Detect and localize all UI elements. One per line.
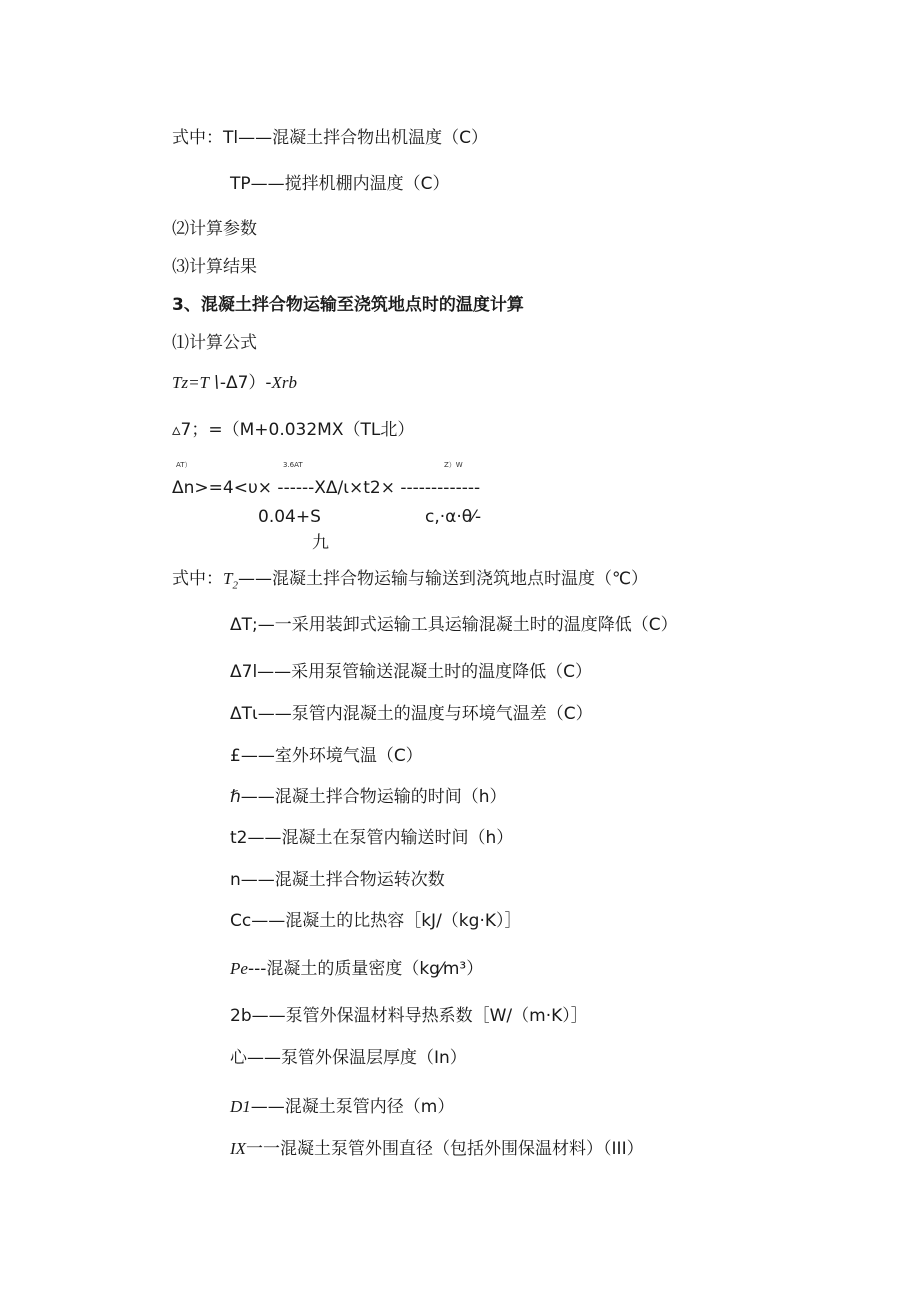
- definition-xin: 心——泵管外保温层厚度（In）: [230, 1048, 467, 1068]
- definition-8: Cc——混凝土的比热容［kJ/（kg·K）］: [230, 911, 522, 931]
- section-heading: 3、混凝土拌合物运输至浇筑地点时的温度计算: [172, 295, 524, 315]
- definition-pe: [230, 958, 483, 980]
- definition-d1: [230, 1096, 454, 1118]
- where-var: T: [223, 569, 233, 588]
- formula-3-denominator-c: 九: [312, 533, 329, 553]
- where-label: 式中：: [172, 128, 223, 148]
- formula-1-italic: Tz=T∖: [172, 373, 220, 392]
- definition-1: ΔT;—一采用装卸式运输工具运输混凝土时的温度降低（C）: [230, 615, 678, 635]
- definition-5: ℏ——混凝土拌合物运输的时间（h）: [230, 787, 507, 807]
- formula-1: [172, 372, 297, 394]
- definition-ix-var: IX: [230, 1139, 247, 1158]
- definition-pe-desc: ---混凝土的质量密度（kg⁄m³）: [247, 959, 484, 979]
- formula-1-rest: -Δ7）-: [219, 373, 272, 393]
- formula-2: ▵7；=（M+0.032MX（TL北）: [172, 420, 415, 440]
- formula-3: Δn>=4<υ× ------XΔ/ι×t2× -------------: [172, 478, 481, 498]
- definition-7: n——混凝土拌合物运转次数: [230, 870, 445, 890]
- definition-tp: TP——搅拌机棚内温度（C）: [230, 174, 450, 194]
- definition-d1-var: D1: [230, 1097, 251, 1116]
- where-line-2: [172, 568, 648, 596]
- definition-2: Δ7l——采用泵管输送混凝土时的温度降低（C）: [230, 662, 593, 682]
- formula-3-small-label-a: AT）: [176, 461, 192, 469]
- definition-tl: Tl——混凝土拌合物出机温度（C）: [223, 128, 488, 148]
- formula-3-small-label-c: Z）W: [444, 461, 463, 469]
- definition-4: £——室外环境气温（C）: [230, 746, 423, 766]
- formula-3-denominator-a: 0.04+S: [258, 507, 321, 527]
- definition-3: ΔTι——泵管内混凝土的温度与环境气温差（C）: [230, 704, 593, 724]
- definition-ix-desc: 一一混凝土泵管外围直径（包括外围保温材料）（III）: [246, 1139, 644, 1159]
- where-description: ——混凝土拌合物运输与输送到浇筑地点时温度（℃）: [237, 569, 649, 589]
- where-label-2: 式中：: [172, 569, 223, 589]
- definition-pe-var: Pe: [230, 959, 248, 978]
- item-calc-formula: ⑴计算公式: [172, 333, 257, 353]
- definition-ix: [230, 1138, 644, 1160]
- formula-1-tail: Xrb: [271, 373, 298, 392]
- definition-2b: 2b——泵管外保温材料导热系数［W/（m·K）］: [230, 1006, 588, 1026]
- formula-3-denominator-b: c,·α·θ⁄-: [425, 507, 482, 527]
- item-calc-results: ⑶计算结果: [172, 257, 257, 277]
- definition-d1-desc: ——混凝土泵管内径（m）: [250, 1097, 455, 1117]
- definition-6: t2——混凝土在泵管内输送时间（h）: [230, 828, 514, 848]
- where-var-subscript: 2: [232, 579, 238, 592]
- formula-3-small-label-b: 3.6AT: [283, 461, 303, 469]
- where-line-1: [172, 127, 488, 149]
- item-calc-params: ⑵计算参数: [172, 219, 257, 239]
